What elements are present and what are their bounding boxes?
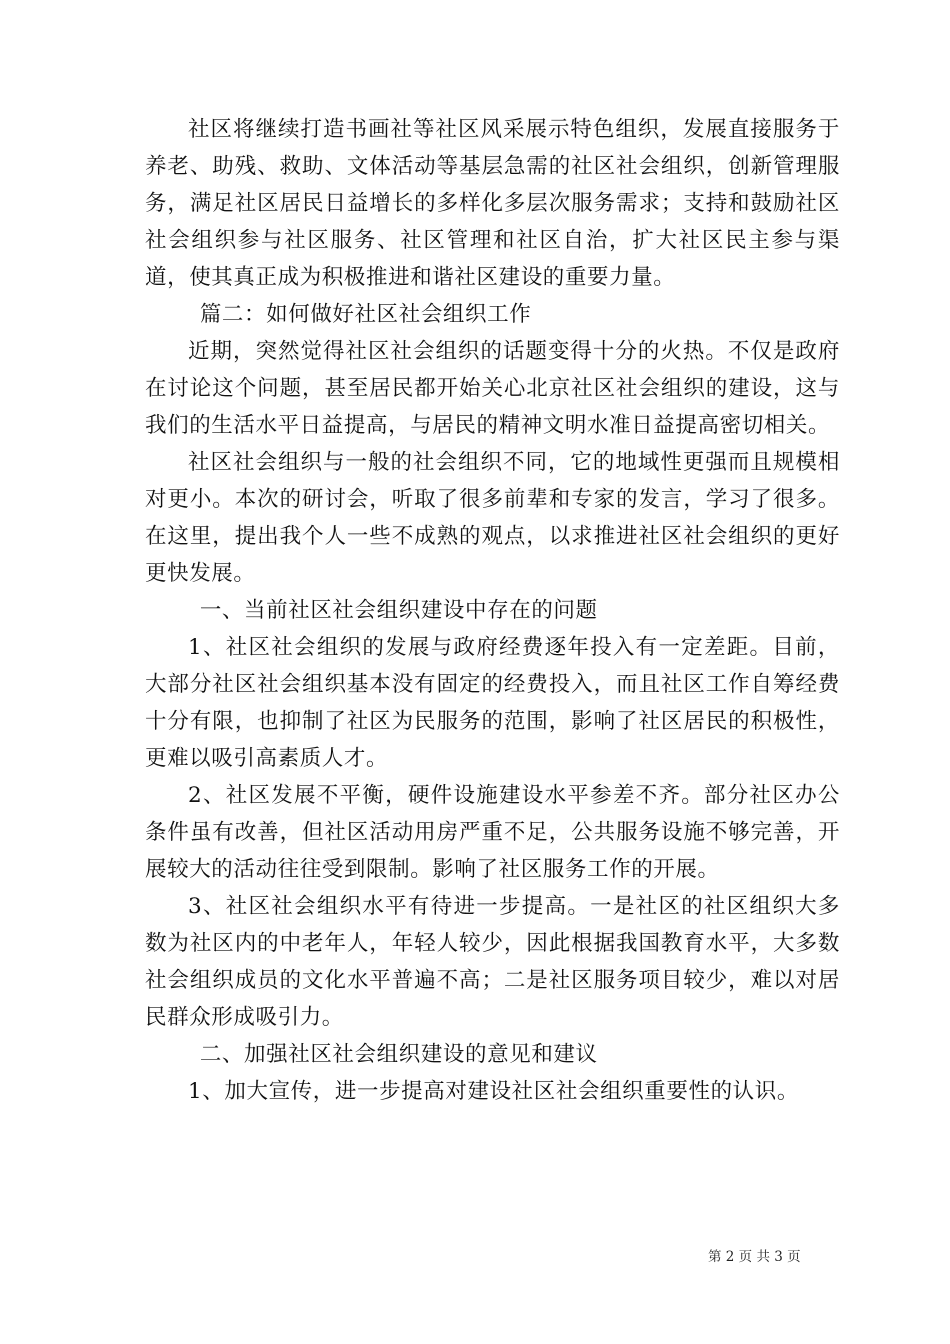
page-number-footer: 第 2 页 共 3 页	[708, 1249, 801, 1265]
paragraph-problem-imbalance: 2、社区发展不平衡，硬件设施建设水平参差不齐。部分社区办公条件虽有改善，但社区活动用房严重不足，公共服务设施不够完善，开展较大的活动往往受到限制。影响了社区服务工作的开展。	[145, 783, 840, 882]
section-title-part-two: 篇二：如何做好社区社会组织工作	[199, 302, 532, 327]
paragraph-recent-topic: 近期，突然觉得社区社会组织的话题变得十分的火热。不仅是政府在讨论这个问题，甚至居民都开始关心北京社区社会组织的建设，这与我们的生活水平日益提高，与居民的精神文明水准日益提高密切相关。	[145, 339, 840, 438]
paragraph-problem-funding: 1、社区社会组织的发展与政府经费逐年投入有一定差距。目前，大部分社区社会组织基本没有固定的经费投入，而且社区工作自筹经费十分有限，也抑制了社区为民服务的范围，影响了社区居民的积极性，更难以吸引高素质人才。	[145, 635, 840, 771]
paragraph-suggestion-publicity: 1、加大宣传，进一步提高对建设社区社会组织重要性的认识。	[188, 1079, 799, 1104]
paragraph-problem-level: 3、社区社会组织水平有待进一步提高。一是社区的社区组织大多数为社区内的中老年人，年轻人较少，因此根据我国教育水平，大多数社会组织成员的文化水平普遍不高；二是社区服务项目较少，难以对居民群众形成吸引力。	[145, 894, 840, 1030]
paragraph-difference: 社区社会组织与一般的社会组织不同，它的地域性更强而且规模相对更小。本次的研讨会，听取了很多前辈和专家的发言，学习了很多。在这里，提出我个人一些不成熟的观点，以求推进社区社会组织的更好更快发展。	[145, 450, 840, 586]
heading-current-problems: 一、当前社区社会组织建设中存在的问题	[199, 598, 598, 623]
paragraph-community-plan: 社区将继续打造书画社等社区风采展示特色组织，发展直接服务于养老、助残、救助、文体活动等基层急需的社区社会组织，创新管理服务，满足社区居民日益增长的多样化多层次服务需求；支持和鼓励社区社会组织参与社区服务、社区管理和社区自治，扩大社区民主参与渠道，使其真正成为积极推进和谐社区建设的重要力量。	[145, 117, 840, 290]
document-body	[145, 111, 840, 1110]
heading-suggestions: 二、加强社区社会组织建设的意见和建议	[199, 1042, 598, 1067]
